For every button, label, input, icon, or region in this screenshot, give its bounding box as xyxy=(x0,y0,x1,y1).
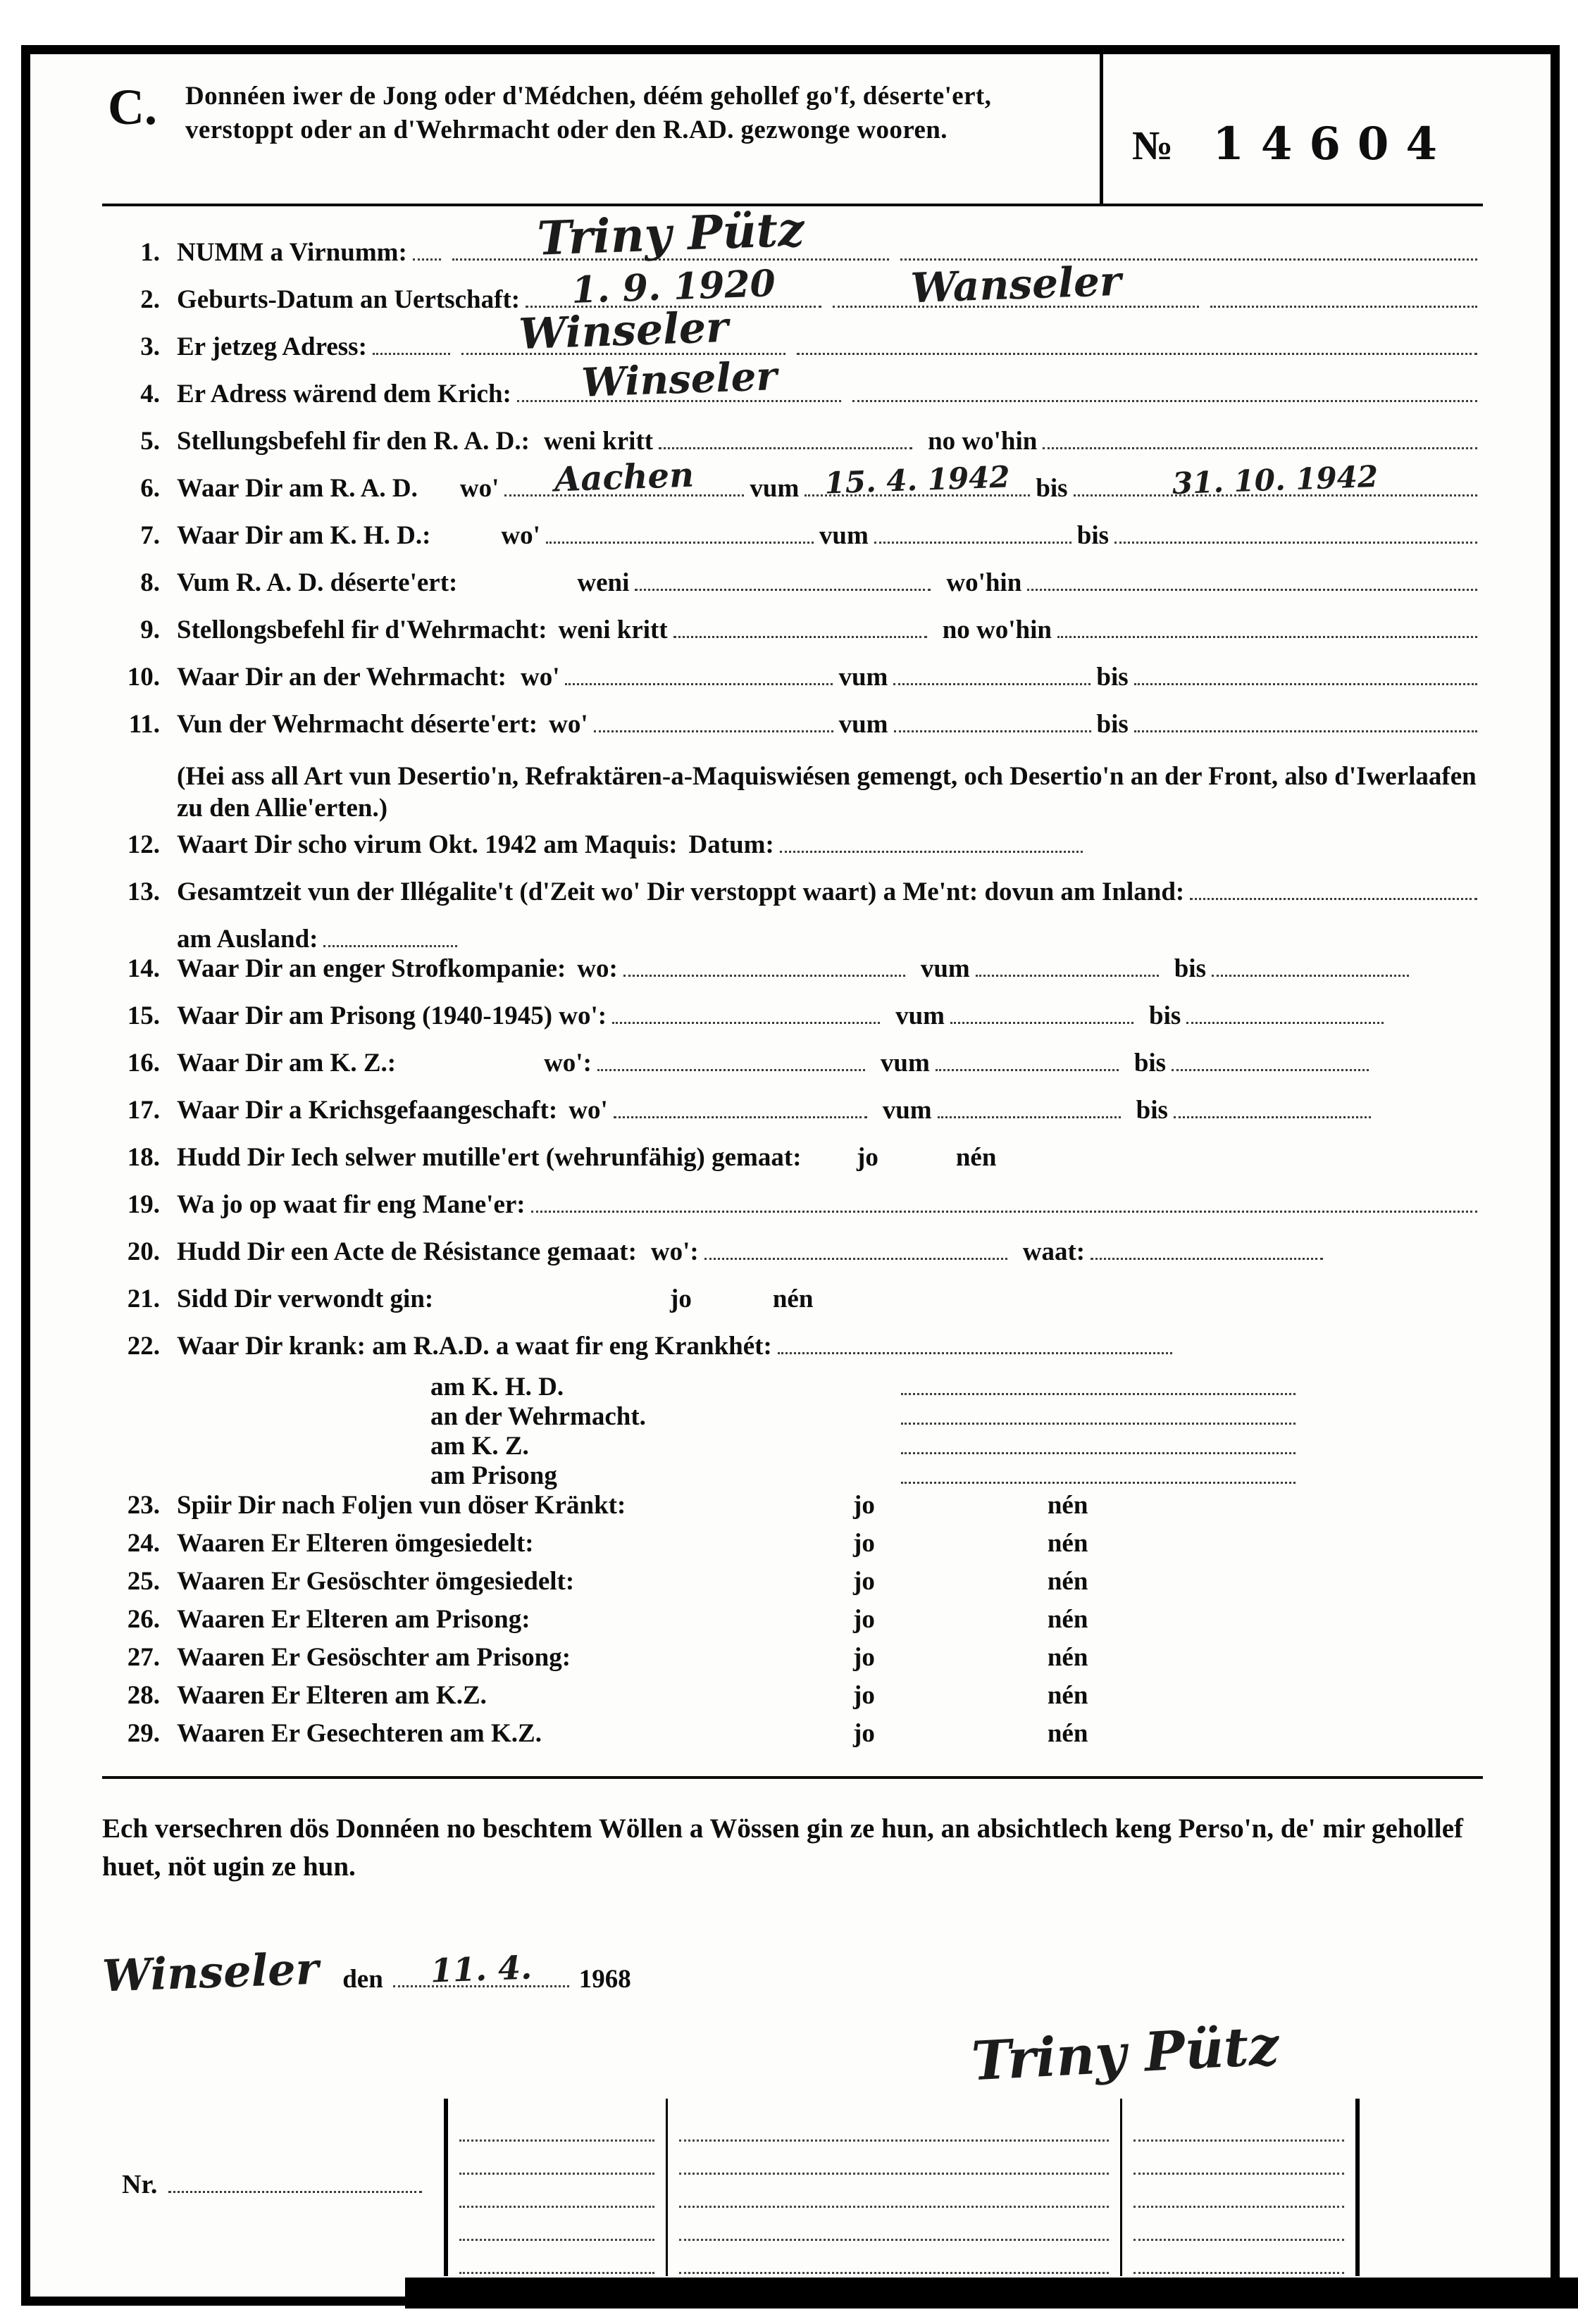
row-number: 16. xyxy=(127,1049,160,1077)
field-label: jo xyxy=(853,1643,875,1672)
field-label: an der Wehrmacht. xyxy=(430,1402,646,1431)
field-label: Er jetzeg Adress: xyxy=(177,332,367,361)
field-label: nén xyxy=(1047,1491,1088,1520)
field-label: Waar Dir an der Wehrmacht: xyxy=(177,663,507,692)
dotted-blank xyxy=(1114,523,1477,544)
dotted-blank xyxy=(1057,617,1477,638)
field-label: jo xyxy=(853,1719,875,1748)
handwritten-entry xyxy=(517,353,841,406)
field-label: Waaren Er Elteren ömgesiedelt: xyxy=(177,1529,534,1558)
form-row xyxy=(102,924,1483,954)
row-number: 29. xyxy=(127,1719,160,1748)
year-label: 1968 xyxy=(578,1965,631,1994)
stamp-table xyxy=(444,2099,1360,2276)
field-label: bis xyxy=(1136,1096,1168,1125)
field-label: am Ausland: xyxy=(177,925,318,954)
dotted-blank xyxy=(659,428,912,449)
field-label: wo': xyxy=(544,1049,592,1077)
form-row xyxy=(102,1680,1483,1718)
field-label: am K. Z. xyxy=(430,1432,529,1461)
row-number: 5. xyxy=(140,427,160,456)
field-label: Geburts-Datum an Uertschaft: xyxy=(177,285,521,314)
field-label: Waar Dir am K. H. D.: xyxy=(177,521,431,550)
dotted-blank xyxy=(1210,287,1477,308)
dotted-blank xyxy=(893,664,1091,685)
field-label: nén xyxy=(772,1285,814,1313)
handwritten-entry xyxy=(452,201,889,266)
form-row xyxy=(102,830,1483,877)
dotted-blank xyxy=(679,2109,1109,2142)
field-label: wo' xyxy=(501,521,540,550)
row-number: 9. xyxy=(140,616,160,644)
nr-label: Nr. xyxy=(122,2170,158,2199)
handwritten-entry xyxy=(504,455,744,500)
row-number: 8. xyxy=(140,568,160,597)
form-row xyxy=(102,1372,1483,1401)
dotted-blank xyxy=(679,2175,1109,2208)
field-label: weni kritt xyxy=(543,427,654,456)
field-label: waat: xyxy=(1022,1237,1086,1266)
dotted-blank xyxy=(1133,2142,1344,2175)
section-letter: C. xyxy=(108,79,157,135)
field-label: weni kritt xyxy=(558,616,668,644)
handwriting-text: Wanseler xyxy=(909,256,1122,313)
field-label: vum xyxy=(920,954,970,983)
dotted-blank xyxy=(874,523,1071,544)
footer-rule xyxy=(102,1776,1483,1779)
handwritten-place: Winseler xyxy=(101,1942,320,2002)
field-label: am K. H. D. xyxy=(430,1373,564,1401)
form-row xyxy=(102,662,1483,709)
field-label: vum xyxy=(838,663,888,692)
dotted-blank xyxy=(1212,956,1409,977)
field-label: Datum: xyxy=(688,830,774,859)
field-label: Waar Dir krank: am R.A.D. a waat fir eng Krankhét: xyxy=(177,1332,772,1361)
field-label: Waaren Er Gesöschter am Prisong: xyxy=(177,1643,571,1672)
page-content xyxy=(30,54,1551,2297)
dotted-blank xyxy=(546,523,814,544)
form-row xyxy=(102,520,1483,568)
row-number: 21. xyxy=(127,1285,160,1313)
dotted-blank xyxy=(1134,711,1477,732)
field-label: Vun der Wehrmacht déserte'ert: xyxy=(177,710,538,739)
field-label: nén xyxy=(1047,1681,1088,1710)
field-label: Waar Dir a Krichsgefaangeschaft: xyxy=(177,1096,558,1125)
form-row xyxy=(102,615,1483,662)
page-frame xyxy=(21,45,1560,2306)
handwriting-text: Aachen xyxy=(554,455,695,500)
dotted-blank xyxy=(780,832,1083,853)
dotted-blank xyxy=(1133,2175,1344,2208)
dotted-blank xyxy=(1174,1097,1371,1118)
form-row xyxy=(102,568,1483,615)
dotted-blank xyxy=(1172,1050,1369,1071)
dotted-blank xyxy=(797,334,1477,355)
stamp-column xyxy=(448,2099,668,2276)
handwriting-text: Winseler xyxy=(580,353,778,406)
den-label: den xyxy=(342,1965,383,1994)
field-label: Waar Dir am R. A. D. xyxy=(177,474,418,503)
handwriting-text: Winseler xyxy=(518,302,729,360)
form-row xyxy=(102,1718,1483,1756)
dotted-blank xyxy=(901,1463,1296,1484)
dotted-blank xyxy=(635,570,931,591)
field-label: NUMM a Virnumm: xyxy=(177,238,407,267)
dotted-blank xyxy=(901,1374,1296,1395)
field-label: Waart Dir scho virum Okt. 1942 am Maquis: xyxy=(177,830,678,859)
dotted-blank xyxy=(459,2241,654,2274)
dotted-blank xyxy=(950,1003,1133,1024)
dotted-blank xyxy=(565,664,833,685)
form-row xyxy=(102,1237,1483,1284)
form-row xyxy=(102,1528,1483,1566)
dotted-blank xyxy=(1190,879,1477,900)
field-label: bis xyxy=(1174,954,1206,983)
field-label: nén xyxy=(1047,1719,1088,1748)
dotted-blank xyxy=(459,2208,654,2241)
row-number: 26. xyxy=(127,1605,160,1634)
form-row xyxy=(102,1604,1483,1642)
field-label: Waaren Er Elteren am Prisong: xyxy=(177,1605,530,1634)
dotted-blank xyxy=(1133,2241,1344,2274)
field-label: wo' xyxy=(459,474,499,503)
form-row xyxy=(102,709,1483,756)
field-label: Spiir Dir nach Foljen vun döser Kränkt: xyxy=(177,1491,626,1520)
form-header xyxy=(102,54,1483,204)
handwritten-entry xyxy=(833,256,1199,313)
dotted-blank xyxy=(894,711,1091,732)
field-label: Waaren Er Gesechteren am K.Z. xyxy=(177,1719,542,1748)
dotted-blank xyxy=(623,956,905,977)
dotted-blank xyxy=(679,2241,1109,2274)
row-number: 1. xyxy=(140,238,160,267)
form-row xyxy=(102,1189,1483,1237)
row-number: 14. xyxy=(127,954,160,983)
dotted-blank xyxy=(901,1433,1296,1454)
field-label: no wo'hin xyxy=(928,427,1038,456)
handwriting-text: Triny Pütz xyxy=(536,201,805,266)
field-label: Waar Dir am K. Z.: xyxy=(177,1049,397,1077)
dotted-blank xyxy=(459,2175,654,2208)
row-number: 13. xyxy=(127,877,160,906)
dotted-blank xyxy=(778,1333,1172,1354)
field-label: weni xyxy=(577,568,630,597)
declaration-text: Ech versechren dös Donnéen no beschtem Wöllen a Wössen gin ze hun, an absichtlech keng Perso'n, de' mir gehollef huet, nöt ugin ze hun. xyxy=(102,1813,1464,1882)
row-number: 20. xyxy=(127,1237,160,1266)
handwritten-date: 11. 4. xyxy=(429,1948,533,1990)
field-label: nén xyxy=(955,1143,997,1172)
field-label: wo' xyxy=(569,1096,608,1125)
field-label: vum xyxy=(838,710,888,739)
field-label: Waar Dir an enger Strofkompanie: xyxy=(177,954,566,983)
field-label: jo xyxy=(853,1681,875,1710)
row-number: 2. xyxy=(140,285,160,314)
dotted-blank xyxy=(1133,2208,1344,2241)
date-blank xyxy=(393,1948,569,1990)
handwriting-text: 15. 4. 1942 xyxy=(824,459,1011,501)
row-number: 17. xyxy=(127,1096,160,1125)
row-number: 15. xyxy=(127,1001,160,1030)
field-label: wo' xyxy=(520,663,560,692)
dotted-blank xyxy=(323,926,457,947)
field-label: vum xyxy=(880,1049,930,1077)
scan-bottom-bar xyxy=(405,2278,1578,2309)
field-label: nén xyxy=(1047,1643,1088,1672)
field-label: wo'hin xyxy=(946,568,1022,597)
field-label: Waaren Er Elteren am K.Z. xyxy=(177,1681,487,1710)
field-label: jo xyxy=(857,1143,878,1172)
field-label: Hudd Dir Iech selwer mutille'ert (wehrunfähig) gemaat: xyxy=(177,1143,802,1172)
form-row xyxy=(102,1566,1483,1604)
row-number: 6. xyxy=(140,474,160,503)
field-label: nén xyxy=(1047,1605,1088,1634)
row-number: 7. xyxy=(140,521,160,550)
field-label: jo xyxy=(853,1491,875,1520)
field-label: wo' xyxy=(549,710,588,739)
dotted-blank xyxy=(900,239,1477,261)
section-description: Donnéen iwer de Jong oder d'Médchen, déém gehollef go'f, déserte'ert, verstoppt oder an d'Wehrmacht oder den R.AD. gezwonge wooren. xyxy=(185,82,992,144)
form-row xyxy=(102,1142,1483,1189)
form-note xyxy=(102,756,1483,830)
field-label: Stellungsbefehl fir den R. A. D.: xyxy=(177,427,530,456)
form-row xyxy=(102,1095,1483,1142)
field-label: jo xyxy=(853,1567,875,1596)
row-number: 25. xyxy=(127,1567,160,1596)
dotted-blank xyxy=(531,1192,1477,1213)
dotted-blank xyxy=(1186,1003,1384,1024)
form-row xyxy=(102,1284,1483,1331)
serial-number: 14604 xyxy=(1212,118,1454,170)
form-row xyxy=(102,256,1483,332)
form-row xyxy=(102,1431,1483,1461)
place-date-line xyxy=(101,1942,1483,2002)
row-number: 18. xyxy=(127,1143,160,1172)
row-number: 10. xyxy=(127,663,160,692)
field-label: vum xyxy=(882,1096,932,1125)
field-label: wo': xyxy=(650,1237,699,1266)
form-row xyxy=(102,1490,1483,1528)
field-label: bis xyxy=(1076,521,1110,550)
field-label: Waaren Er Gesöschter ömgesiedelt: xyxy=(177,1567,575,1596)
form-row xyxy=(102,954,1483,1001)
field-label: nén xyxy=(1047,1529,1088,1558)
row-number: 28. xyxy=(127,1681,160,1710)
dotted-blank xyxy=(901,1404,1296,1425)
field-label: bis xyxy=(1149,1001,1181,1030)
row-number: 23. xyxy=(127,1491,160,1520)
field-label: vum xyxy=(750,474,800,503)
nr-blank xyxy=(168,2172,422,2193)
dotted-blank xyxy=(459,2109,654,2142)
field-label: no wo'hin xyxy=(942,616,1052,644)
field-label: Vum R. A. D. déserte'ert: xyxy=(177,568,458,597)
dotted-blank xyxy=(1091,1239,1323,1260)
dotted-blank xyxy=(597,1050,865,1071)
field-label: Wa jo op waat fir eng Mane'er: xyxy=(177,1190,526,1219)
note-text: (Hei ass all Art vun Desertio'n, Refraktären-a-Maquiswiésen gemengt, och Desertio'n an der Front, also d'Iwerlaafen zu den Allie'erten.) xyxy=(177,762,1477,823)
form-row xyxy=(102,1001,1483,1048)
field-label: vum xyxy=(819,521,869,550)
dotted-blank xyxy=(614,1097,867,1118)
row-number: 11. xyxy=(128,710,160,739)
field-label: Stellongsbefehl fir d'Wehrmacht: xyxy=(177,616,547,644)
dotted-blank xyxy=(704,1239,1007,1260)
field-label: jo xyxy=(853,1529,875,1558)
stamp-column xyxy=(1122,2099,1355,2276)
dotted-blank xyxy=(459,2142,654,2175)
dotted-blank xyxy=(673,617,927,638)
dotted-blank xyxy=(1134,664,1477,685)
form-row xyxy=(102,1461,1483,1490)
row-number: 12. xyxy=(127,830,160,859)
field-label: bis xyxy=(1133,1049,1167,1077)
dotted-blank xyxy=(938,1097,1121,1118)
stamp-column xyxy=(668,2099,1122,2276)
field-label: Waar Dir am Prisong (1940-1945) wo': xyxy=(177,1001,607,1030)
form-row xyxy=(102,1642,1483,1680)
dotted-blank xyxy=(1043,428,1477,449)
field-label: vum xyxy=(895,1001,945,1030)
form-row xyxy=(102,1401,1483,1431)
numero-sign: № xyxy=(1132,123,1174,168)
form-row xyxy=(102,1331,1483,1372)
field-label: Hudd Dir een Acte de Résistance gemaat: xyxy=(177,1237,637,1266)
field-label: bis xyxy=(1036,474,1068,503)
field-label: Sidd Dir verwondt gin: xyxy=(177,1285,434,1313)
handwritten-entry xyxy=(1074,458,1477,501)
serial-number-block xyxy=(1103,54,1483,204)
form-row xyxy=(102,1048,1483,1095)
form-row xyxy=(102,455,1483,520)
field-label: Er Adress wärend dem Krich: xyxy=(177,380,511,408)
dotted-blank xyxy=(594,711,833,732)
field-label: jo xyxy=(670,1285,692,1313)
dotted-blank xyxy=(679,2208,1109,2241)
row-number: 22. xyxy=(127,1332,160,1361)
signature-block xyxy=(102,2013,1483,2093)
handwritten-entry xyxy=(461,302,785,360)
handwriting-text: 31. 10. 1942 xyxy=(1172,458,1379,501)
field-label: am Prisong xyxy=(430,1461,557,1490)
nr-line xyxy=(122,2169,422,2200)
row-number: 27. xyxy=(127,1643,160,1672)
dotted-blank xyxy=(1027,570,1477,591)
field-label: bis xyxy=(1096,710,1129,739)
dotted-blank xyxy=(852,381,1477,402)
form-row xyxy=(102,201,1483,285)
dotted-blank xyxy=(976,956,1159,977)
handwriting-text: 1. 9. 1920 xyxy=(571,261,776,313)
field-label: wo: xyxy=(577,954,618,983)
dotted-blank xyxy=(936,1050,1119,1071)
field-label: Gesamtzeit vun der Illégalite't (d'Zeit wo' Dir verstoppt waart) a Me'nt: dovun am Inland: xyxy=(177,877,1185,906)
form-row xyxy=(102,877,1483,924)
handwritten-entry xyxy=(804,459,1030,501)
dotted-blank xyxy=(679,2142,1109,2175)
field-label: jo xyxy=(853,1605,875,1634)
field-label: bis xyxy=(1096,663,1129,692)
dotted-blank xyxy=(612,1003,880,1024)
dotted-blank xyxy=(1133,2109,1344,2142)
row-number: 3. xyxy=(140,332,160,361)
dotted-blank xyxy=(413,239,441,261)
field-label: nén xyxy=(1047,1567,1088,1596)
row-number: 4. xyxy=(140,380,160,408)
form-row xyxy=(102,302,1483,379)
form-row xyxy=(102,353,1483,426)
row-number: 19. xyxy=(127,1190,160,1219)
form-rows xyxy=(102,201,1483,1756)
row-number: 24. xyxy=(127,1529,160,1558)
handwritten-signature: Triny Pütz xyxy=(969,2013,1281,2093)
dotted-blank xyxy=(373,334,450,355)
